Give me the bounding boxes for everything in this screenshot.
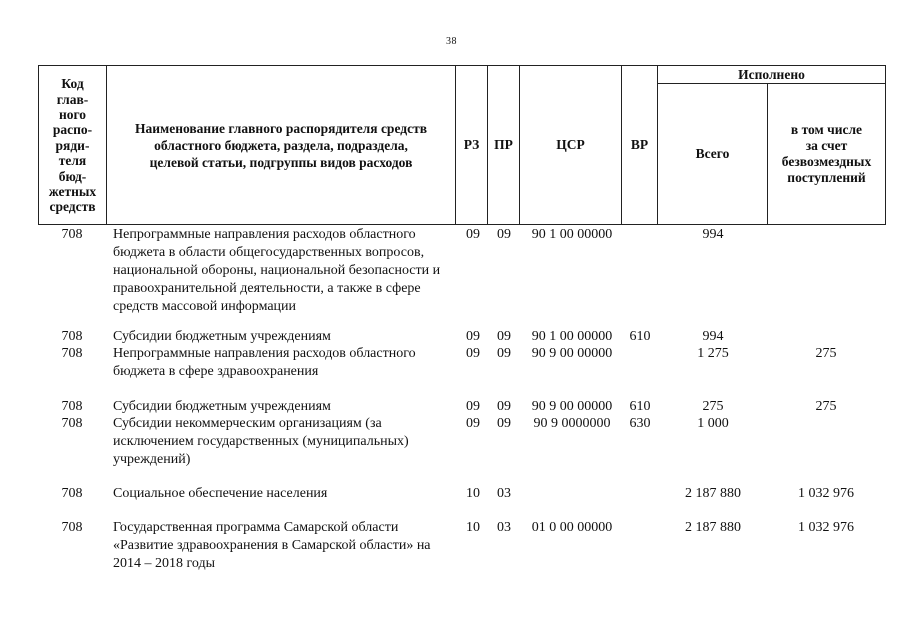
row-total: 275 [702,399,724,414]
header-code-line: распо- [52,122,93,138]
row-code: 708 [61,416,83,431]
row-free: 275 [815,346,837,361]
row-code: 708 [61,399,83,414]
header-free [768,84,886,225]
page-number: 38 [446,36,457,47]
row-name: Непрограммные направления расходов областного бюджета в сфере здравоохранения [113,346,416,379]
row-code: 708 [61,329,83,344]
row-total: 2 187 880 [685,520,741,535]
row-csr: 90 9 00 00000 [531,346,613,361]
row-total: 2 187 880 [685,486,741,501]
header-free-line: за счет [805,138,848,153]
row-name: Государственная программа Самарской области «Развитие здравоохранения в Самарской области» на 2014 – 2018 годы [113,520,431,571]
row-code: 708 [61,227,83,242]
header-code [39,66,107,225]
row-csr: 90 1 00 00000 [531,329,613,344]
row-total: 994 [702,227,724,242]
row-pr: 09 [497,346,511,361]
row-rz: 09 [466,416,480,431]
row-name: Непрограммные направления расходов областного бюджета в области общегосударственных вопросов, национальной обороны, национальной безопасности и правоохранительной деятельности, а также в сфере средств массовой информации [113,227,441,314]
header-free-line: безвозмездных [781,154,872,169]
row-name: Субсидии некоммерческим организациям (за исключением государственных (муниципальных) учреждений) [113,416,409,467]
header-total: Всего [658,84,768,225]
row-vr: 610 [629,399,651,414]
header-pr: ПР [488,66,520,225]
row-pr: 09 [497,416,511,431]
table-header [38,65,886,225]
row-csr: 90 9 0000000 [533,416,611,431]
header-free-line: в том числе [790,122,863,137]
header-free-line: поступлений [787,170,866,185]
row-vr: 630 [629,416,651,431]
row-name: Социальное обеспечение населения [113,486,328,501]
row-code: 708 [61,346,83,361]
row-rz: 10 [466,520,480,535]
row-name: Субсидии бюджетным учреждениям [113,329,331,344]
row-vr: 610 [629,329,651,344]
header-code-line: ряди- [55,137,90,153]
row-csr: 90 9 00 00000 [531,399,613,414]
header-executed: Исполнено [658,66,886,84]
header-code-line: теля [58,153,87,169]
row-rz: 09 [466,329,480,344]
row-pr: 09 [497,227,511,242]
row-rz: 10 [466,486,480,501]
header-rz: РЗ [456,66,488,225]
header-name-line: целевой статьи, подгруппы видов расходов [149,154,413,170]
row-free: 275 [815,399,837,414]
row-csr: 01 0 00 00000 [531,520,613,535]
header-name-line: областного бюджета, раздела, подраздела, [154,137,408,153]
row-pr: 03 [497,486,511,501]
row-rz: 09 [466,399,480,414]
row-total: 994 [702,329,724,344]
header-vr: ВР [622,66,658,225]
row-name: Субсидии бюджетным учреждениям [113,399,331,414]
header-name-line: Наименование главного распорядителя средств [134,120,427,136]
header-code-line: ного [58,106,87,122]
row-total: 1 000 [697,416,729,431]
header-name [107,66,456,225]
row-pr: 09 [497,399,511,414]
row-rz: 09 [466,227,480,242]
header-csr: ЦСР [520,66,622,225]
row-code: 708 [61,486,83,501]
row-rz: 09 [466,346,480,361]
row-total: 1 275 [697,346,729,361]
row-pr: 03 [497,520,511,535]
header-code-line: глав- [56,91,89,107]
row-free: 1 032 976 [798,486,854,501]
header-code-line: бюд- [58,168,87,184]
row-pr: 09 [497,329,511,344]
header-code-line: жетных [48,184,97,200]
row-free: 1 032 976 [798,520,854,535]
row-code: 708 [61,520,83,535]
header-code-line: Код [61,76,84,92]
row-csr: 90 1 00 00000 [531,227,613,242]
header-code-line: средств [49,199,96,215]
